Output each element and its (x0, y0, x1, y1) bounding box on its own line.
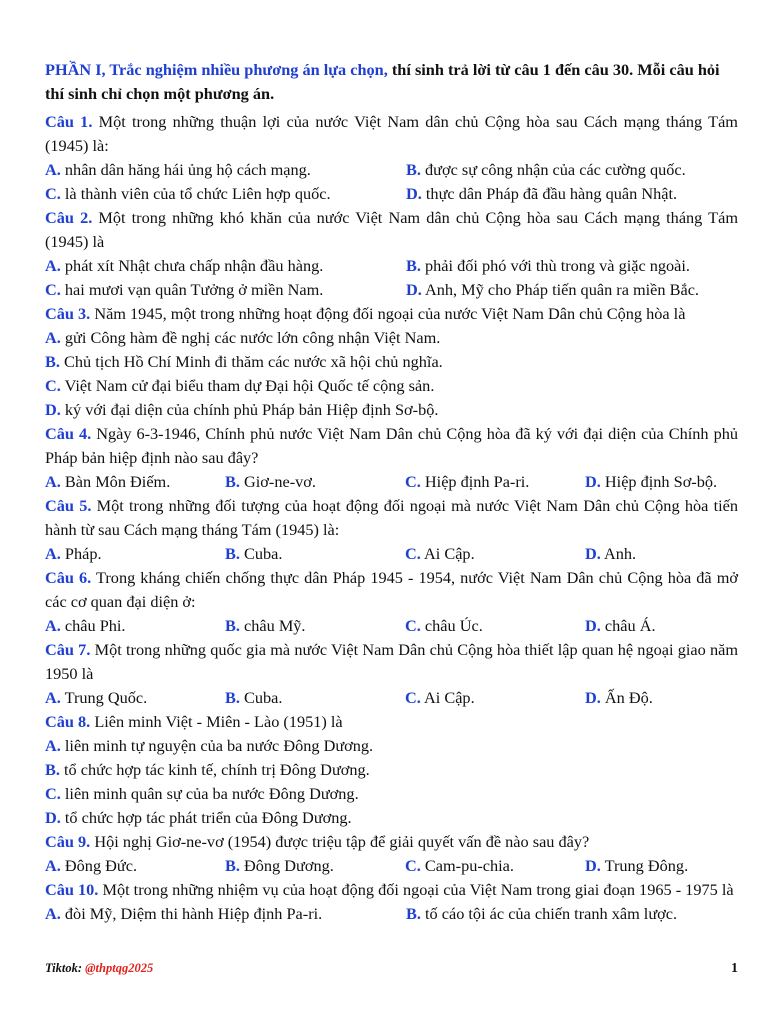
options-row (45, 686, 738, 710)
option-d[interactable]: D. Ấn Độ. (585, 688, 653, 707)
question-1 (45, 110, 738, 158)
option-a[interactable]: A. Bàn Môn Điếm. (45, 472, 171, 491)
option-c[interactable]: C. là thành viên của tổ chức Liên hợp quốc. (45, 184, 331, 203)
question-text: Năm 1945, một trong những hoạt động đối ngoại của nước Việt Nam Dân chủ Cộng hòa là (94, 304, 686, 323)
option-a[interactable]: A. Pháp. (45, 544, 102, 563)
question-text: Trong kháng chiến chống thực dân Pháp 1945 - 1954, nước Việt Nam Dân chủ Cộng hòa đã mở các cơ quan đại diện ở: (45, 568, 738, 611)
option-d[interactable]: D. thực dân Pháp đã đầu hàng quân Nhật. (406, 184, 678, 203)
question-text: Một trong những đối tượng của hoạt động đối ngoại mà nước Việt Nam Dân chủ Cộng hòa tiến hành từ sau Cách mạng tháng Tám (1945) là: (45, 496, 738, 539)
option-b[interactable]: B. tổ chức hợp tác kinh tế, chính trị Đông Dương. (45, 760, 370, 779)
question-label: Câu 6. (45, 568, 92, 587)
option-c[interactable]: C. châu Úc. (405, 616, 483, 635)
option-d[interactable]: D. tổ chức hợp tác phát triển của Đông Dương. (45, 808, 352, 827)
option-d[interactable]: D. Anh. (585, 544, 637, 563)
option-a[interactable]: A. nhân dân hăng hái ủng hộ cách mạng. (45, 160, 311, 179)
question-label: Câu 7. (45, 640, 91, 659)
question-text: Một trong những quốc gia mà nước Việt Nam Dân chủ Cộng hòa thiết lập quan hệ ngoại giao năm 1950 là (45, 640, 738, 683)
options-row (45, 182, 738, 206)
footer-label: Tiktok: (45, 961, 83, 975)
section-instruction: thí sinh trả lời từ câu 1 đến câu 30. Mỗi câu hỏi thí sinh chỉ chọn một phương án. (45, 60, 720, 103)
option-a[interactable]: A. Đông Đức. (45, 856, 138, 875)
option-b[interactable]: B. phải đối phó với thù trong và giặc ngoài. (406, 256, 691, 275)
option-d[interactable]: D. Anh, Mỹ cho Pháp tiến quân ra miền Bắc. (406, 280, 700, 299)
question-label: Câu 1. (45, 112, 93, 131)
question-label: Câu 9. (45, 832, 91, 851)
section-title: PHẦN I, Trắc nghiệm nhiều phương án lựa chọn, (45, 60, 388, 79)
option-b[interactable]: B. Cuba. (225, 688, 283, 707)
question-text: Ngày 6-3-1946, Chính phủ nước Việt Nam Dân chủ Cộng hòa đã ký với đại diện của Chính phủ Pháp bản hiệp định nào sau đây? (45, 424, 738, 467)
question-3 (45, 302, 738, 326)
tiktok-handle[interactable]: @thptqg2025 (85, 961, 154, 975)
options-row (45, 470, 738, 494)
question-label: Câu 10. (45, 880, 99, 899)
options-row (45, 542, 738, 566)
question-label: Câu 2. (45, 208, 93, 227)
option-b[interactable]: B. Đông Dương. (225, 856, 334, 875)
section-header (45, 58, 738, 106)
option-c[interactable]: C. liên minh quân sự của ba nước Đông Dương. (45, 784, 359, 803)
question-label: Câu 3. (45, 304, 91, 323)
options-row (45, 158, 738, 182)
question-label: Câu 5. (45, 496, 92, 515)
question-text: Hội nghị Giơ-ne-vơ (1954) được triệu tập để giải quyết vấn đề nào sau đây? (94, 832, 590, 851)
question-label: Câu 8. (45, 712, 91, 731)
question-7 (45, 638, 738, 686)
option-c[interactable]: C. hai mươi vạn quân Tưởng ở miền Nam. (45, 280, 324, 299)
question-2 (45, 206, 738, 254)
question-10 (45, 878, 738, 902)
option-d[interactable]: D. Trung Đông. (585, 856, 689, 875)
option-c[interactable]: C. Ai Cập. (405, 688, 475, 707)
option-c[interactable]: C. Hiệp định Pa-ri. (405, 472, 530, 491)
options-row (45, 614, 738, 638)
page-footer (45, 961, 738, 976)
question-5 (45, 494, 738, 542)
question-text: Liên minh Việt - Miên - Lào (1951) là (94, 712, 343, 731)
options-row (45, 278, 738, 302)
option-d[interactable]: D. châu Á. (585, 616, 656, 635)
option-d[interactable]: D. ký với đại diện của chính phủ Pháp bản Hiệp định Sơ-bộ. (45, 400, 439, 419)
option-b[interactable]: B. Giơ-ne-vơ. (225, 472, 316, 491)
option-c[interactable]: C. Cam-pu-chia. (405, 856, 514, 875)
options-row (45, 854, 738, 878)
question-text: Một trong những nhiệm vụ của hoạt động đối ngoại của Việt Nam trong giai đoạn 1965 - 1975 là (102, 880, 734, 899)
option-a[interactable]: A. Trung Quốc. (45, 688, 148, 707)
option-b[interactable]: B. châu Mỹ. (225, 616, 306, 635)
question-4 (45, 422, 738, 470)
option-d[interactable]: D. Hiệp định Sơ-bộ. (585, 472, 718, 491)
option-a[interactable]: A. gửi Công hàm đề nghị các nước lớn công nhận Việt Nam. (45, 328, 441, 347)
question-text: Một trong những khó khăn của nước Việt Nam dân chủ Cộng hòa sau Cách mạng tháng Tám (1945) là (45, 208, 738, 251)
options-row (45, 902, 738, 926)
question-6 (45, 566, 738, 614)
question-9 (45, 830, 738, 854)
option-c[interactable]: C. Việt Nam cử đại biểu tham dự Đại hội Quốc tế cộng sản. (45, 376, 435, 395)
option-a[interactable]: A. đòi Mỹ, Diệm thi hành Hiệp định Pa-ri. (45, 904, 323, 923)
question-8 (45, 710, 738, 734)
option-b[interactable]: B. được sự công nhận của các cường quốc. (406, 160, 686, 179)
page-number: 1 (731, 961, 738, 976)
option-c[interactable]: C. Ai Cập. (405, 544, 475, 563)
option-b[interactable]: B. tố cáo tội ác của chiến tranh xâm lược. (406, 904, 678, 923)
option-a[interactable]: A. châu Phi. (45, 616, 126, 635)
option-a[interactable]: A. phát xít Nhật chưa chấp nhận đầu hàng. (45, 256, 324, 275)
options-row (45, 254, 738, 278)
option-b[interactable]: B. Chủ tịch Hồ Chí Minh đi thăm các nước xã hội chủ nghĩa. (45, 352, 443, 371)
question-label: Câu 4. (45, 424, 92, 443)
question-text: Một trong những thuận lợi của nước Việt Nam dân chủ Cộng hòa sau Cách mạng tháng Tám (1945) là: (45, 112, 738, 155)
option-a[interactable]: A. liên minh tự nguyện của ba nước Đông Dương. (45, 736, 374, 755)
option-b[interactable]: B. Cuba. (225, 544, 283, 563)
